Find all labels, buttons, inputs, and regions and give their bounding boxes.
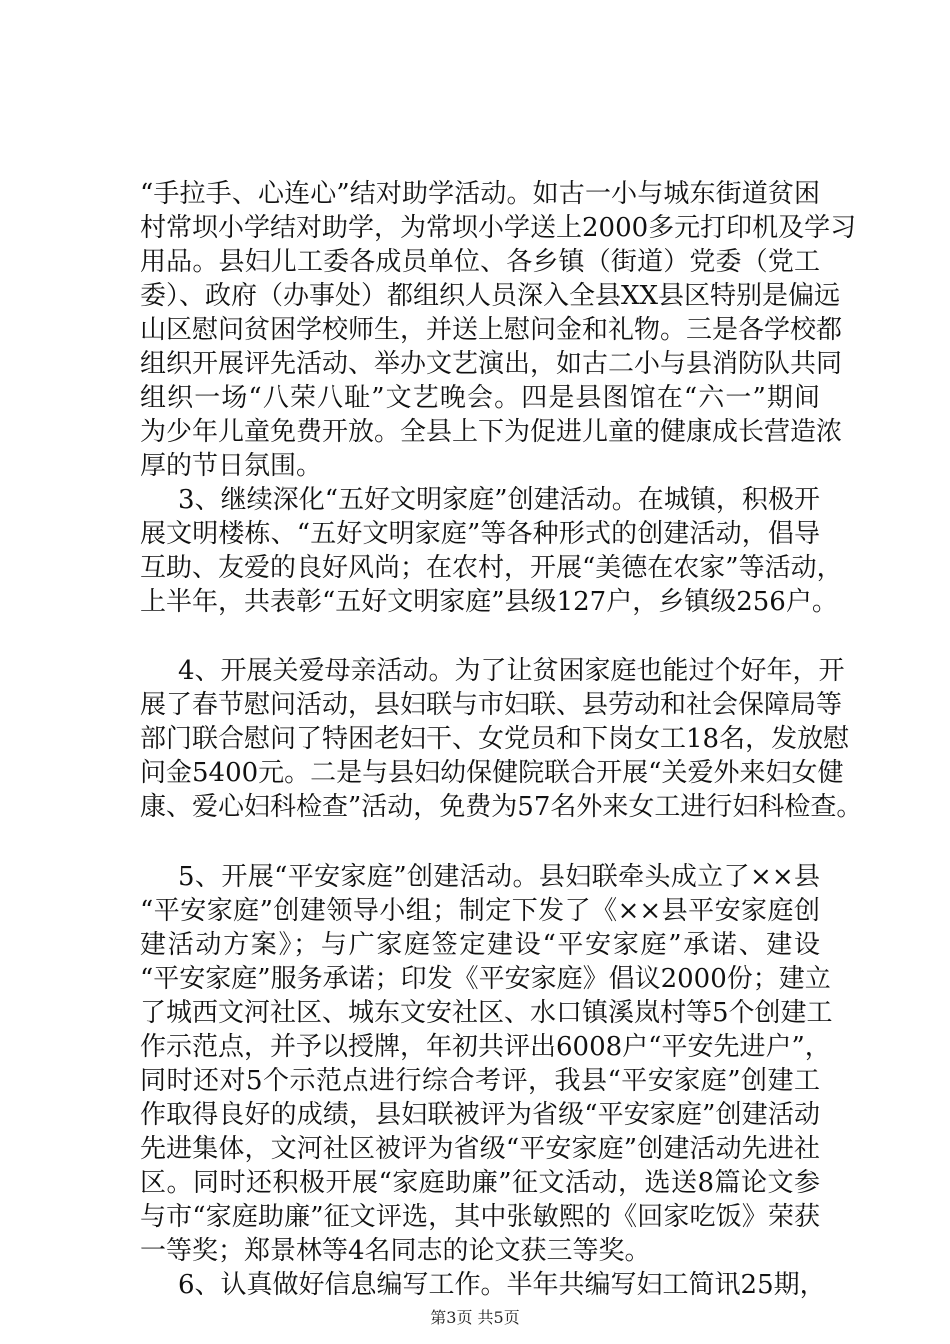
text-line: 一等奖；郑景林等4名同志的论文获三等奖。 [140,1236,651,1266]
text-line: 康、爱心妇科检查”活动，免费为57名外来女工进行妇科检查。 [140,792,863,822]
text-line: 同时还对5个示范点进行综合考评，我县“平安家庭”创建工 [140,1066,820,1096]
text-line: 区。同时还积极开展“家庭助廉”征文活动，选送8篇论文参 [140,1168,820,1198]
text-line: “手拉手、心连心”结对助学活动。如古一小与城东街道贫困 [140,179,820,209]
text-line: 展了春节慰问活动，县妇联与市妇联、县劳动和社会保障局等 [140,690,843,720]
page-footer: 第3页 共5页 [430,1308,520,1327]
text-line: 3、继续深化“五好文明家庭”创建活动。在城镇，积极开 [178,485,820,515]
text-line: 了城西文河社区、城东文安社区、水口镇溪岚村等5个创建工 [140,998,833,1028]
text-line: 互助、友爱的良好风尚；在农村，开展“美德在农家”等活动， [140,553,843,583]
text-line: 展文明楼栋、“五好文明家庭”等各种形式的创建活动，倡导 [140,519,820,549]
text-line: 与市“家庭助廉”征文评选，其中张敏熙的《回家吃饭》荣获 [140,1202,820,1232]
text-line: 组织开展评先活动、举办文艺演出，如古二小与县消防队共同 [140,349,843,379]
text-line: 问金5400元。二是与县妇幼保健院联合开展“关爱外来妇女健 [140,758,844,788]
text-line: 先进集体，文河社区被评为省级“平安家庭”创建活动先进社 [140,1134,820,1164]
text-line: “平安家庭”服务承诺；印发《平安家庭》倡议2000份；建立 [140,964,831,994]
text-line: 建活动方案》；与广家庭签定建设“平安家庭”承诺、建设 [140,930,820,960]
text-line: 村常坝小学结对助学，为常坝小学送上2000多元打印机及学习 [140,213,857,243]
text-line: 作示范点，并予以授牌，年初共评出6008户“平安先进户”， [140,1032,831,1062]
text-line: 6、认真做好信息编写工作。半年共编写妇工简讯25期， [178,1270,826,1300]
text-line: “平安家庭”创建领导小组；制定下发了《××县平安家庭创 [140,896,820,926]
text-line: 为少年儿童免费开放。全县上下为促进儿童的健康成长营造浓 [140,417,843,447]
text-line: 4、开展关爱母亲活动。为了让贫困家庭也能过个好年，开 [178,656,845,686]
text-line: 组织一场“八荣八耻”文艺晚会。四是县图馆在“六一”期间 [140,383,820,413]
text-line: 用品。县妇儿工委各成员单位、各乡镇（街道）党委（党工 [140,247,820,277]
text-line: 部门联合慰问了特困老妇干、女党员和下岗女工18名，发放慰 [140,724,850,754]
text-line: 山区慰问贫困学校师生，并送上慰问金和礼物。三是各学校都 [140,315,843,345]
text-line: 5、开展“平安家庭”创建活动。县妇联牵头成立了××县 [178,862,820,892]
text-line: 作取得良好的成绩，县妇联被评为省级“平安家庭”创建活动 [140,1100,820,1130]
text-line: 委）、政府（办事处）都组织人员深入全县XX县区特别是偏远 [140,281,841,311]
text-line: 厚的节日氛围。 [140,451,323,481]
text-line: 上半年，共表彰“五好文明家庭”县级127户，乡镇级256户。 [140,587,838,617]
